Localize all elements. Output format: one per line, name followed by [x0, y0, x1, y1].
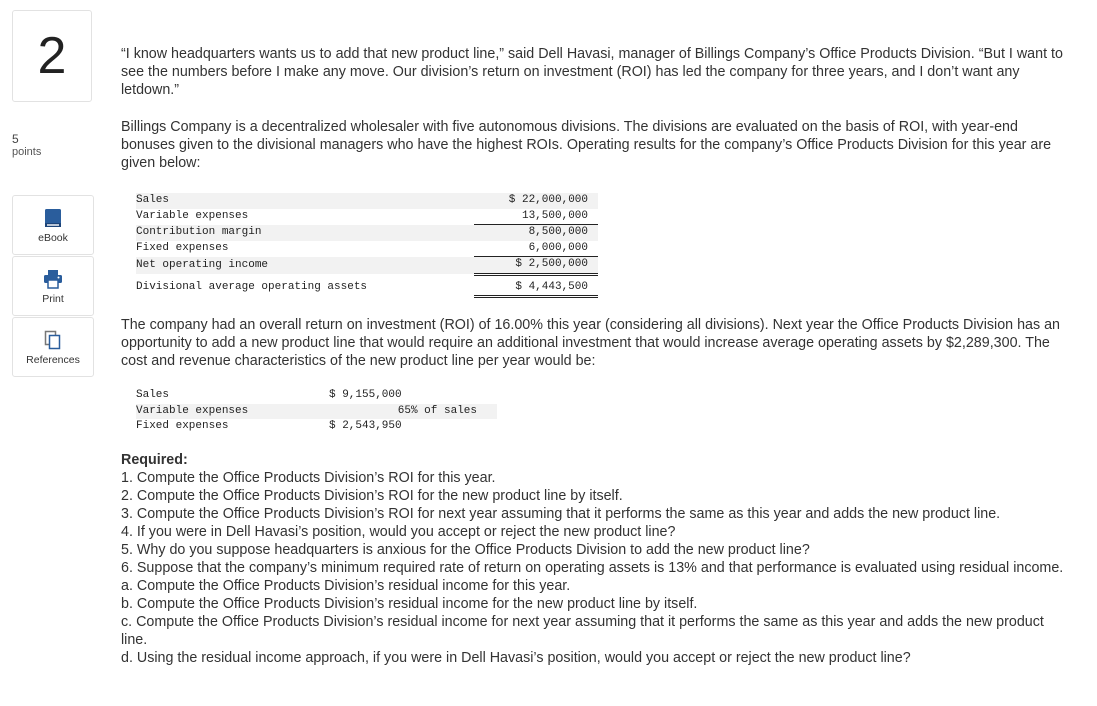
row-label: Fixed expenses: [136, 420, 229, 432]
table-row: [136, 257, 598, 275]
ebook-label: eBook: [38, 232, 68, 244]
required-item: c. Compute the Office Products Division’s residual income for next year assuming that it performs the same as this year and adds the new product line.: [121, 613, 1044, 648]
required-item: 5. Why do you suppose headquarters is anxious for the Office Products Division to add the new product line?: [121, 541, 810, 558]
points-info: [12, 133, 41, 159]
required-item: b. Compute the Office Products Division’s residual income for the new product line by itself.: [121, 595, 698, 612]
references-icon: [44, 330, 62, 350]
row-value: $ 2,500,000: [474, 257, 598, 275]
table-row: [136, 404, 497, 420]
required-item: 1. Compute the Office Products Division’s ROI for this year.: [121, 469, 496, 486]
row-value: $ 9,155,000: [329, 389, 402, 401]
points-label: points: [12, 146, 42, 158]
row-label: Contribution margin: [136, 225, 474, 241]
row-value: $ 2,543,950: [329, 420, 402, 432]
question-content: [121, 45, 1071, 667]
row-label: Sales: [136, 389, 170, 401]
row-value: $ 4,443,500: [474, 274, 598, 297]
table-row: [136, 241, 598, 257]
required-item: d. Using the residual income approach, if you were in Dell Havasi’s position, would you accept or reject the new product line?: [121, 649, 911, 666]
printer-icon: [43, 269, 63, 289]
references-label: References: [26, 354, 80, 366]
row-label: Divisional average operating assets: [136, 280, 368, 293]
row-label: Net operating income: [136, 257, 474, 275]
table-row: [136, 225, 598, 241]
row-value: 65% of sales: [329, 404, 497, 420]
row-value: 8,500,000: [474, 225, 598, 241]
required-item: 2. Compute the Office Products Division’s ROI for the new product line by itself.: [121, 487, 623, 504]
row-label: Fixed expenses: [136, 241, 229, 254]
row-value: 13,500,000: [474, 209, 598, 225]
required-section: [121, 451, 1071, 667]
table-row: [136, 388, 497, 404]
required-item: 6. Suppose that the company’s minimum required rate of return on operating assets is 13% and that performance is evaluated using residual income.: [121, 559, 1064, 576]
question-number: 2: [12, 10, 92, 102]
table-row: [136, 209, 598, 225]
book-icon: [44, 208, 62, 228]
table-row: [136, 274, 598, 297]
required-item: 4. If you were in Dell Havasi’s position, would you accept or reject the new product line?: [121, 523, 676, 540]
print-button[interactable]: [12, 256, 94, 316]
row-value: $ 22,000,000: [474, 193, 598, 209]
table-row: [136, 419, 497, 435]
intro-quote: “I know headquarters wants us to add that new product line,” said Dell Havasi, manager of Billings Company’s Office Products Division. “But I want to see the numbers before I make any move. Our division’s return on investment (ROI) has led the company for three years, and I don’t want any letdown.”: [121, 46, 1063, 98]
row-label: Variable expenses: [136, 209, 249, 222]
points-value: 5: [12, 132, 19, 146]
operating-results-table: [136, 193, 598, 298]
new-product-line-table: [136, 388, 497, 435]
new-product-description: The company had an overall return on investment (ROI) of 16.00% this year (considering all divisions). Next year the Office Products Division has an opportunity to add a new product line that would require an additional investment that would increase average operating assets by $2,289,300. The cost and revenue characteristics of the new product line per year would be:: [121, 317, 1061, 369]
row-label: Sales: [136, 193, 474, 209]
required-item: a. Compute the Office Products Division’s residual income for this year.: [121, 577, 571, 594]
ebook-button[interactable]: [12, 195, 94, 255]
row-value: 6,000,000: [474, 241, 598, 257]
table-row: [136, 193, 598, 209]
print-label: Print: [42, 293, 64, 305]
required-item: 3. Compute the Office Products Division’s ROI for next year assuming that it performs the same as this year and adds the new product line.: [121, 505, 1001, 522]
row-label: Variable expenses: [136, 404, 329, 420]
company-description: Billings Company is a decentralized wholesaler with five autonomous divisions. The divisions are evaluated on the basis of ROI, with year-end bonuses given to the divisional managers who have the highest ROIs. Operating results for the company’s Office Products Division for this year are given below:: [121, 119, 1052, 171]
references-button[interactable]: [12, 317, 94, 377]
required-heading: Required:: [121, 451, 188, 468]
